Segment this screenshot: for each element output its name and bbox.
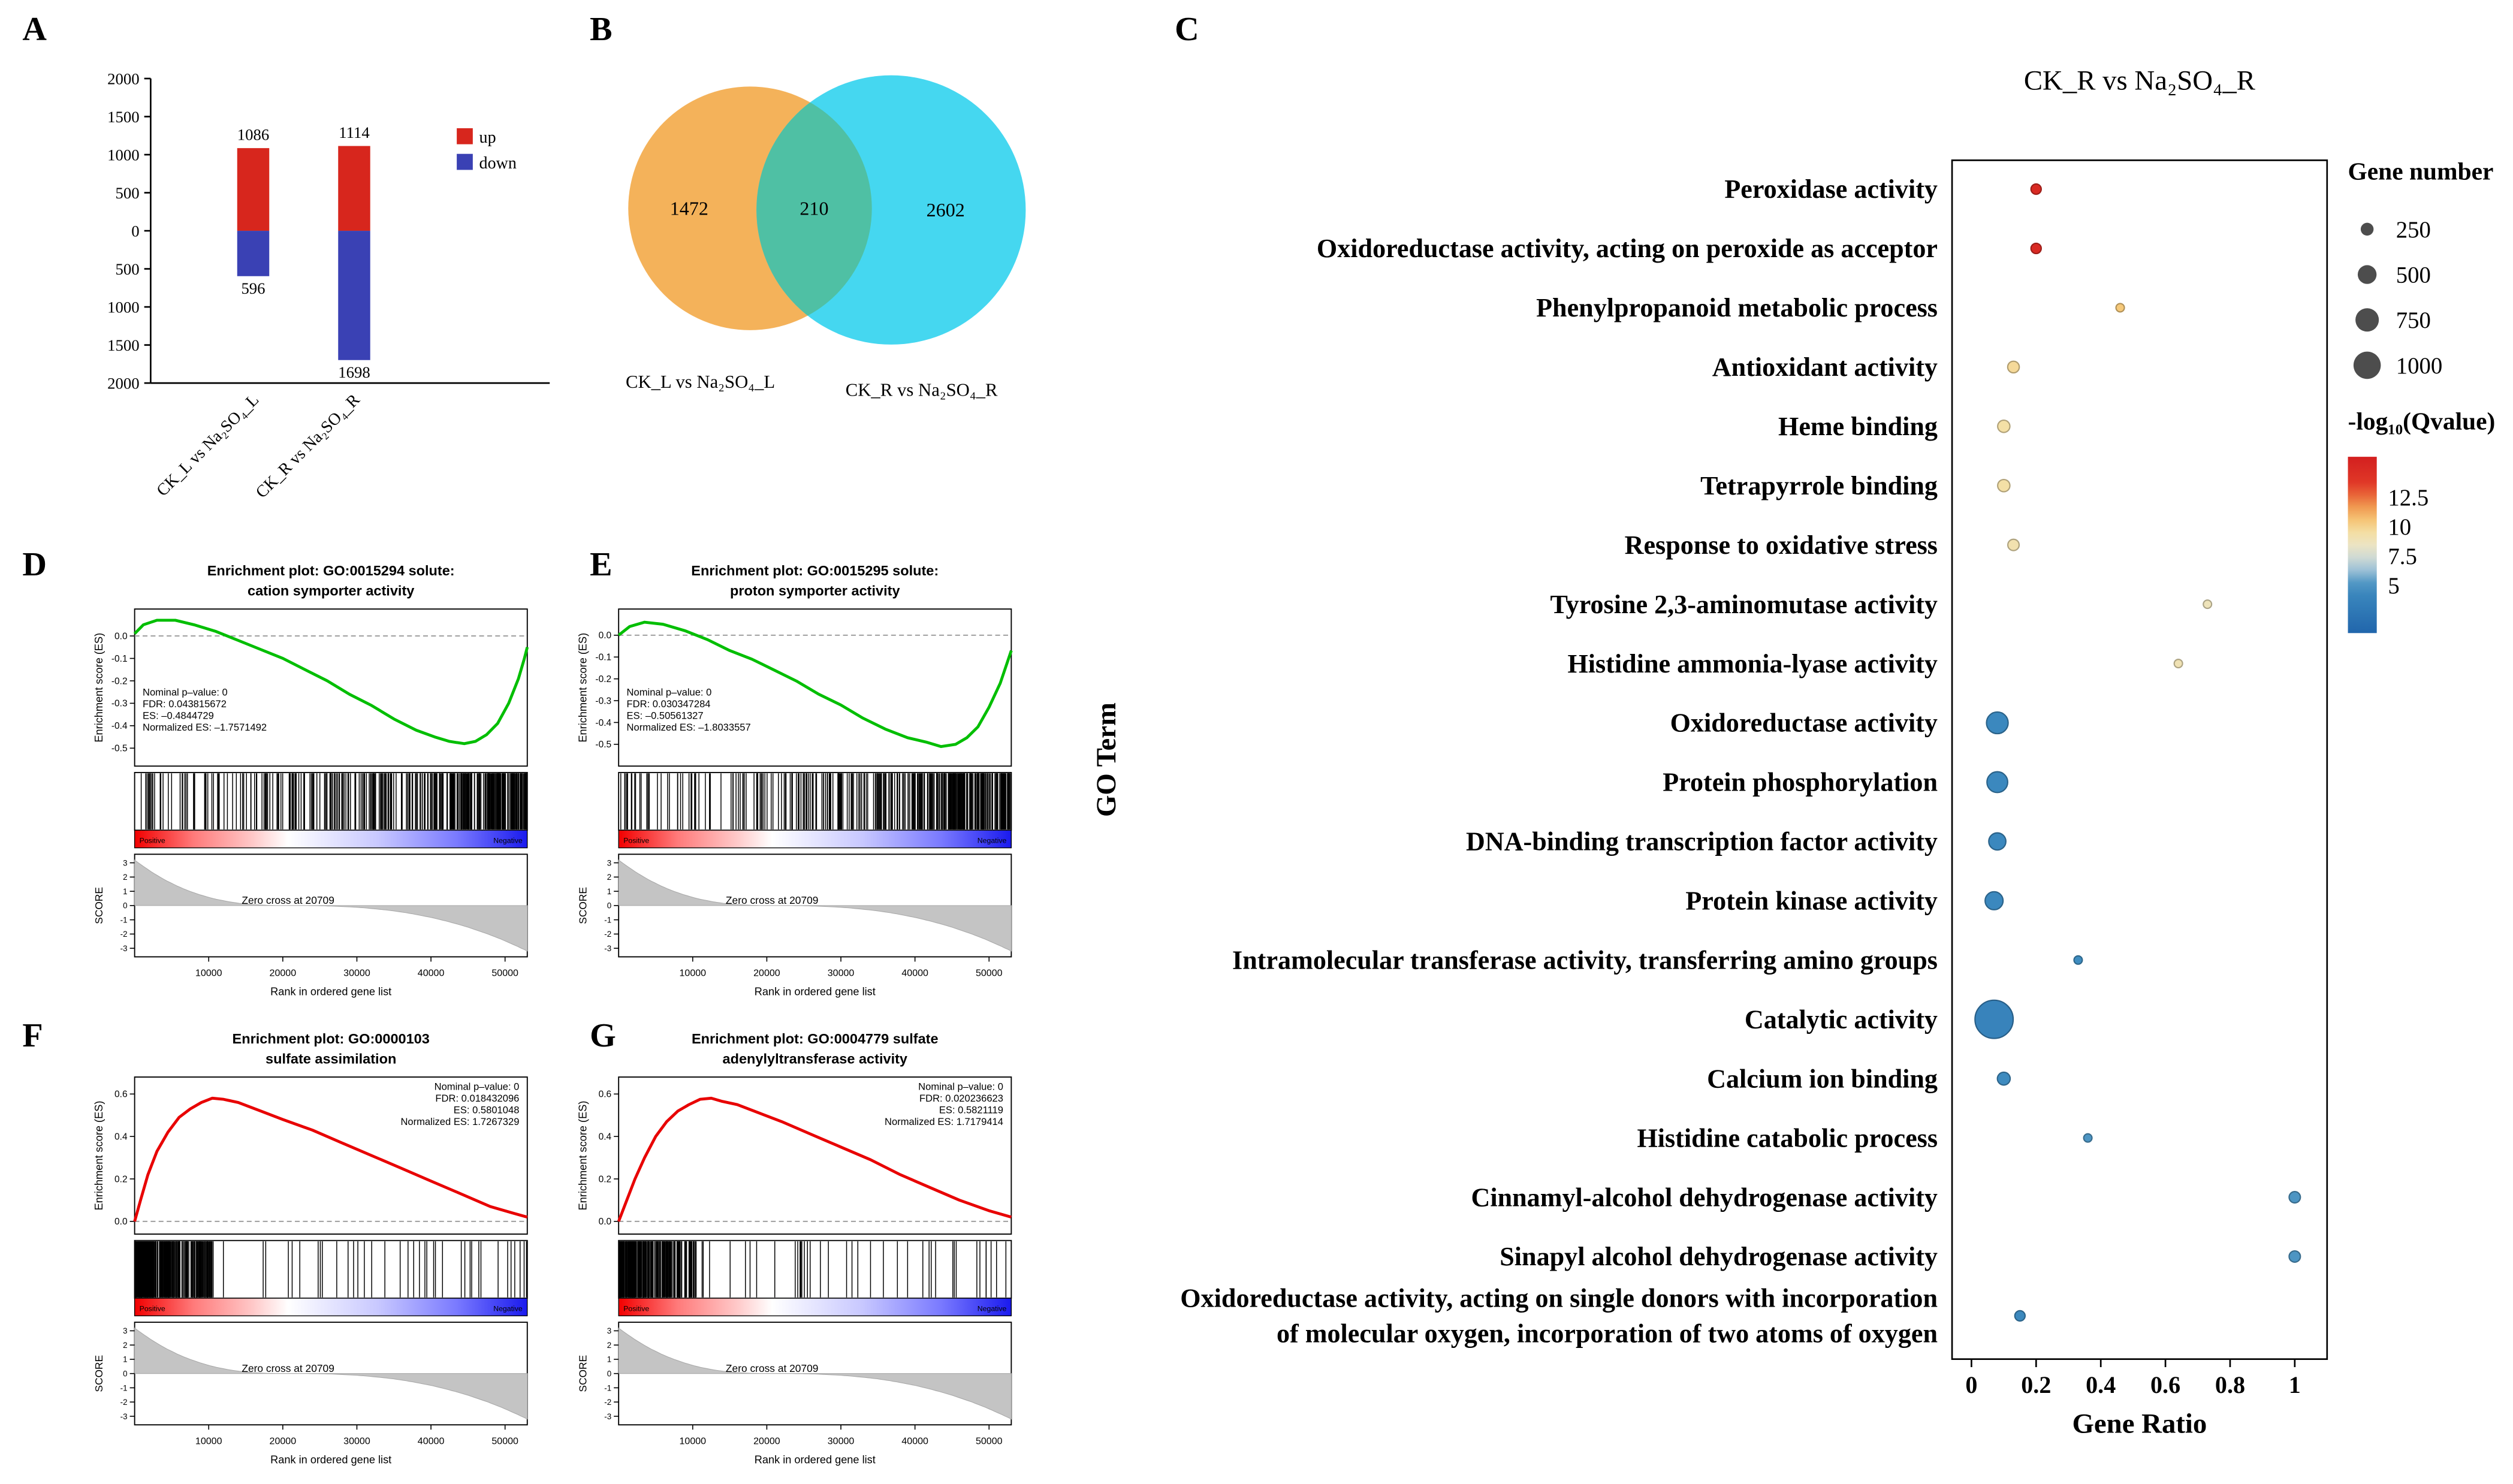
gsea-plot-cation-symporter xyxy=(45,558,542,1017)
x-tick-label: 0.6 xyxy=(2150,1371,2181,1398)
score-tick-label: 3 xyxy=(607,858,612,868)
panel-label-g: G xyxy=(590,1016,616,1055)
es-tick-label: -0.2 xyxy=(111,676,128,687)
band-negative-label: Negative xyxy=(493,836,523,845)
rank-tick-label: 20000 xyxy=(269,967,297,979)
bar-up-value: 1114 xyxy=(339,123,370,142)
panel-label-c: C xyxy=(1175,10,1199,49)
es-axis-title: Enrichment score (ES) xyxy=(577,1100,589,1211)
go-term-dot xyxy=(1998,1072,2010,1085)
go-term-label: of molecular oxygen, incorporation of two atoms of oxygen xyxy=(1276,1319,1938,1349)
es-tick-label: 0.0 xyxy=(598,631,612,641)
rank-color-band xyxy=(619,1298,1011,1316)
gsea-plot-sulfate-assimilation xyxy=(45,1025,542,1484)
go-term-dot xyxy=(1998,420,2010,432)
band-negative-label: Negative xyxy=(977,836,1007,845)
es-axis-title: Enrichment score (ES) xyxy=(93,632,105,743)
gsea-title-line: Enrichment plot: GO:0015294 solute: xyxy=(207,563,455,579)
rank-tick-label: 40000 xyxy=(417,1435,445,1447)
score-tick-label: -2 xyxy=(120,930,128,939)
es-axis-title: Enrichment score (ES) xyxy=(577,632,589,743)
es-tick-label: -0.2 xyxy=(595,674,612,684)
es-tick-label: 0.4 xyxy=(598,1132,612,1142)
y-tick-label: 0 xyxy=(131,222,140,240)
rank-tick-label: 10000 xyxy=(679,967,707,979)
zero-cross-label: Zero cross at 20709 xyxy=(725,1362,819,1375)
score-tick-label: 0 xyxy=(123,1369,128,1379)
colorbar xyxy=(2348,457,2377,633)
gsea-stat-line: Normalized ES: –1.8033557 xyxy=(626,722,751,734)
go-term-label: Peroxidase activity xyxy=(1724,174,1938,204)
es-axis-title: Enrichment score (ES) xyxy=(93,1100,105,1211)
go-term-dot xyxy=(2008,539,2019,551)
panel-label-d: D xyxy=(22,545,47,584)
dotplot-title: CK_R vs Na₂SO₄_R xyxy=(2023,65,2255,96)
gsea-stat-line: ES: 0.5821119 xyxy=(939,1104,1003,1116)
x-tick-label: 0 xyxy=(1965,1371,1978,1398)
rank-tick-label: 30000 xyxy=(827,1435,855,1447)
size-legend-value: 750 xyxy=(2396,307,2431,334)
deg-bar-svg xyxy=(13,22,566,551)
score-axis-title: SCORE xyxy=(577,886,589,924)
rank-tick-label: 10000 xyxy=(195,967,222,979)
go-term-label: Protein kinase activity xyxy=(1685,886,1938,916)
legend-swatch xyxy=(457,154,473,170)
score-tick-label: 3 xyxy=(123,858,128,868)
go-term-label: Calcium ion binding xyxy=(1707,1064,1938,1094)
rank-tick-label: 50000 xyxy=(491,967,518,979)
score-tick-label: -2 xyxy=(604,1398,612,1407)
go-term-label: Catalytic activity xyxy=(1744,1005,1938,1034)
score-axis-title: SCORE xyxy=(577,1355,589,1392)
x-tick-label: 0.8 xyxy=(2215,1371,2246,1398)
gsea-stat-line: Normalized ES: –1.7571492 xyxy=(142,722,267,734)
rank-tick-label: 50000 xyxy=(975,967,1003,979)
bar-down-value: 1698 xyxy=(338,363,370,382)
color-legend-title: -log₁₀(Qvalue) xyxy=(2348,407,2496,435)
venn-overlap-count: 210 xyxy=(800,197,829,219)
rank-tick-label: 40000 xyxy=(417,967,445,979)
bar-up-segment xyxy=(237,148,269,231)
bar-up-segment xyxy=(338,146,370,231)
rank-tick-label: 50000 xyxy=(975,1435,1003,1447)
size-legend-value: 1000 xyxy=(2396,352,2443,379)
y-tick-label: 1000 xyxy=(107,298,140,316)
score-tick-label: 2 xyxy=(123,873,128,882)
zero-cross-label: Zero cross at 20709 xyxy=(242,894,334,907)
y-axis-title: GO Term xyxy=(1091,702,1123,818)
go-term-label: Antioxidant activity xyxy=(1712,352,1938,382)
band-positive-label: Positive xyxy=(623,1304,650,1313)
rank-axis-title: Rank in ordered gene list xyxy=(270,1453,392,1466)
venn-left-count: 1472 xyxy=(669,197,708,219)
rank-tick-label: 20000 xyxy=(269,1435,297,1447)
go-term-dot xyxy=(2084,1134,2092,1142)
score-tick-label: -2 xyxy=(604,930,612,939)
gsea-stat-line: FDR: 0.043815672 xyxy=(142,698,227,710)
bar-category-label: CK_R vs Na₂SO₄_R xyxy=(252,390,364,502)
go-term-label: Intramolecular transferase activity, transferring amino groups xyxy=(1232,945,1938,975)
legend-label: down xyxy=(479,153,517,173)
go-term-label: Histidine ammonia-lyase activity xyxy=(1567,649,1938,678)
band-negative-label: Negative xyxy=(977,1304,1007,1313)
score-tick-label: 2 xyxy=(123,1340,128,1350)
rank-tick-label: 30000 xyxy=(343,1435,370,1447)
rank-tick-label: 10000 xyxy=(195,1435,222,1447)
go-enrichment-dotplot xyxy=(1090,48,2513,1442)
y-tick-label: 1500 xyxy=(107,336,140,354)
x-tick-label: 0.2 xyxy=(2021,1371,2052,1398)
legend-swatch xyxy=(457,128,473,144)
go-term-dot xyxy=(1987,772,2008,793)
rank-tick-label: 40000 xyxy=(901,1435,928,1447)
go-dotplot-svg xyxy=(1090,48,2513,1442)
go-term-label: Tyrosine 2,3-aminomutase activity xyxy=(1550,589,1938,619)
size-legend-dot xyxy=(2361,223,2373,236)
colorbar-tick-label: 12.5 xyxy=(2388,484,2429,511)
es-tick-label: 0.0 xyxy=(114,1217,128,1227)
score-tick-label: -3 xyxy=(120,1411,128,1421)
es-tick-label: 0.4 xyxy=(114,1132,128,1142)
score-tick-label: 1 xyxy=(123,1355,128,1364)
gsea-stat-line: Nominal p–value: 0 xyxy=(626,686,712,698)
gsea-title-line: Enrichment plot: GO:0000103 xyxy=(232,1030,430,1046)
es-tick-label: -0.4 xyxy=(595,717,612,728)
es-tick-label: 0.0 xyxy=(114,631,128,642)
rank-axis-title: Rank in ordered gene list xyxy=(270,985,392,998)
go-term-dot xyxy=(1985,892,2003,910)
score-tick-label: -3 xyxy=(604,1411,612,1421)
score-tick-label: 0 xyxy=(607,1369,612,1379)
x-axis-title: Gene Ratio xyxy=(2072,1408,2207,1440)
gsea-stat-line: Nominal p–value: 0 xyxy=(918,1081,1003,1093)
rank-axis-title: Rank in ordered gene list xyxy=(754,985,876,998)
y-tick-label: 1500 xyxy=(107,107,140,126)
zero-cross-label: Zero cross at 20709 xyxy=(242,1362,334,1375)
score-tick-label: -1 xyxy=(120,915,128,925)
gsea-title-line: proton symporter activity xyxy=(729,583,900,599)
go-term-dot xyxy=(1989,833,2006,850)
go-term-label: Heme binding xyxy=(1778,412,1938,442)
go-term-dot xyxy=(2031,243,2041,254)
score-tick-label: -3 xyxy=(120,943,128,953)
zero-cross-label: Zero cross at 20709 xyxy=(725,894,819,907)
es-tick-label: 0.2 xyxy=(114,1174,128,1185)
rank-tick-label: 50000 xyxy=(491,1435,518,1447)
go-term-label: Protein phosphorylation xyxy=(1663,767,1938,797)
gsea-stat-line: FDR: 0.030347284 xyxy=(626,698,711,710)
go-term-dot xyxy=(2074,956,2082,964)
gsea-title-line: Enrichment plot: GO:0015295 solute: xyxy=(691,563,939,579)
gsea-plot-proton-symporter xyxy=(529,558,1025,1017)
band-positive-label: Positive xyxy=(139,836,165,845)
panel-label-f: F xyxy=(22,1016,43,1055)
score-axis-title: SCORE xyxy=(93,1355,105,1392)
es-tick-label: 0.6 xyxy=(114,1089,128,1100)
size-legend-value: 500 xyxy=(2396,262,2431,288)
y-tick-label: 2000 xyxy=(107,70,140,88)
gsea-f-svg xyxy=(45,1025,542,1484)
size-legend-dot xyxy=(2354,352,2381,379)
score-tick-label: 1 xyxy=(123,886,128,896)
gsea-d-svg xyxy=(45,558,542,1017)
go-term-label: Oxidoreductase activity, acting on single donors with incorporation xyxy=(1180,1283,1938,1313)
score-tick-label: 0 xyxy=(607,901,612,910)
venn-left-label: CK_L vs Na₂SO₄_L xyxy=(625,372,776,393)
go-term-dot xyxy=(2289,1251,2300,1262)
legend-label: up xyxy=(479,128,496,147)
colorbar-tick-label: 10 xyxy=(2388,514,2412,540)
gsea-title-line: sulfate assimilation xyxy=(266,1051,397,1067)
y-tick-label: 500 xyxy=(115,183,140,202)
bar-up-value: 1086 xyxy=(237,125,270,144)
score-tick-label: -1 xyxy=(604,915,612,925)
gsea-stat-line: Nominal p–value: 0 xyxy=(434,1081,520,1093)
rank-tick-label: 10000 xyxy=(679,1435,707,1447)
score-tick-label: -3 xyxy=(604,943,612,953)
y-tick-label: 1000 xyxy=(107,146,140,164)
gsea-plot-sulfate-adenylyltransferase xyxy=(529,1025,1025,1484)
panel-label-b: B xyxy=(590,10,613,49)
score-tick-label: 2 xyxy=(607,873,612,882)
rank-tick-label: 30000 xyxy=(827,967,855,979)
gsea-stat-line: ES: 0.5801048 xyxy=(453,1104,520,1116)
colorbar-tick-label: 7.5 xyxy=(2388,543,2417,569)
size-legend-dot xyxy=(2358,265,2376,283)
go-term-label: Oxidoreductase activity, acting on peroxide as acceptor xyxy=(1316,234,1938,264)
colorbar-tick-label: 5 xyxy=(2388,572,2400,599)
rank-color-band xyxy=(619,830,1011,847)
gsea-stat-line: ES: –0.50561327 xyxy=(626,710,704,722)
y-tick-label: 2000 xyxy=(107,374,140,393)
go-term-label: Oxidoreductase activity xyxy=(1670,708,1938,738)
go-term-dot xyxy=(2203,600,2212,608)
es-tick-label: -0.5 xyxy=(595,740,612,750)
gsea-title-line: Enrichment plot: GO:0004779 sulfate xyxy=(691,1030,939,1046)
es-tick-label: -0.5 xyxy=(111,743,128,754)
es-tick-label: 0.6 xyxy=(598,1089,612,1100)
bar-down-segment xyxy=(237,231,269,276)
score-tick-label: -2 xyxy=(120,1398,128,1407)
es-tick-label: -0.1 xyxy=(111,653,128,664)
es-tick-label: -0.3 xyxy=(111,698,128,709)
panel-label-a: A xyxy=(22,10,47,49)
score-tick-label: 1 xyxy=(607,1355,612,1364)
go-term-dot xyxy=(1975,1000,2013,1039)
es-tick-label: -0.1 xyxy=(595,652,612,663)
gsea-title-line: adenylyltransferase activity xyxy=(722,1051,908,1067)
band-positive-label: Positive xyxy=(623,836,650,845)
size-legend-title: Gene number xyxy=(2348,157,2494,185)
gsea-stat-line: ES: –0.4844729 xyxy=(142,710,214,722)
bar-category-label: CK_L vs Na₂SO₄_L xyxy=(153,390,263,500)
go-term-dot xyxy=(2289,1192,2300,1203)
size-legend-value: 250 xyxy=(2396,216,2431,243)
venn-right-count: 2602 xyxy=(926,199,965,221)
go-term-dot xyxy=(1998,479,2010,491)
es-tick-label: 0.0 xyxy=(598,1217,612,1227)
go-term-label: Response to oxidative stress xyxy=(1624,530,1938,560)
go-term-dot xyxy=(2174,659,2183,668)
score-tick-label: 3 xyxy=(607,1326,612,1336)
y-tick-label: 500 xyxy=(115,260,140,278)
score-tick-label: 0 xyxy=(123,901,128,910)
go-term-dot xyxy=(2031,184,2041,194)
go-term-label: Cinnamyl-alcohol dehydrogenase activity xyxy=(1471,1183,1938,1212)
go-term-label: DNA-binding transcription factor activity xyxy=(1465,827,1938,856)
go-term-label: Sinapyl alcohol dehydrogenase activity xyxy=(1500,1242,1938,1272)
rank-color-band xyxy=(135,1298,527,1316)
score-tick-label: 2 xyxy=(607,1340,612,1350)
bar-down-segment xyxy=(338,231,370,360)
bar-down-value: 596 xyxy=(241,279,266,298)
size-legend-dot xyxy=(2355,308,2379,331)
es-tick-label: -0.3 xyxy=(595,696,612,707)
venn-diagram xyxy=(577,35,1058,436)
score-tick-label: 1 xyxy=(607,886,612,896)
rank-tick-label: 40000 xyxy=(901,967,928,979)
venn-svg xyxy=(577,35,1058,436)
go-term-label: Histidine catabolic process xyxy=(1637,1123,1938,1153)
score-axis-title: SCORE xyxy=(93,886,105,924)
band-positive-label: Positive xyxy=(139,1304,165,1313)
gsea-stat-line: FDR: 0.020236623 xyxy=(919,1092,1003,1104)
rank-axis-title: Rank in ordered gene list xyxy=(754,1453,876,1466)
gsea-g-svg xyxy=(529,1025,1025,1484)
rank-color-band xyxy=(135,830,527,847)
gsea-stat-line: Normalized ES: 1.7267329 xyxy=(400,1115,520,1127)
score-tick-label: -1 xyxy=(120,1383,128,1393)
gsea-stat-line: Normalized ES: 1.7179414 xyxy=(885,1115,1003,1127)
go-term-dot xyxy=(2116,303,2125,312)
es-tick-label: 0.2 xyxy=(598,1174,612,1185)
go-term-dot xyxy=(2015,1311,2025,1321)
go-term-dot xyxy=(2008,361,2019,373)
go-term-label: Phenylpropanoid metabolic process xyxy=(1536,293,1938,323)
gsea-stat-line: Nominal p–value: 0 xyxy=(142,686,228,698)
gsea-stat-line: FDR: 0.018432096 xyxy=(435,1092,520,1104)
x-tick-label: 1 xyxy=(2288,1371,2301,1398)
score-tick-label: -1 xyxy=(604,1383,612,1393)
go-term-label: Tetrapyrrole binding xyxy=(1700,470,1938,500)
score-tick-label: 3 xyxy=(123,1326,128,1336)
rank-tick-label: 30000 xyxy=(343,967,370,979)
rank-tick-label: 20000 xyxy=(753,1435,780,1447)
gsea-e-svg xyxy=(529,558,1025,1017)
band-negative-label: Negative xyxy=(493,1304,523,1313)
deg-stacked-bar-chart xyxy=(13,22,566,551)
rank-tick-label: 20000 xyxy=(753,967,780,979)
venn-right-label: CK_R vs Na₂SO₄_R xyxy=(845,379,998,400)
go-term-dot xyxy=(1986,712,2008,734)
gsea-title-line: cation symporter activity xyxy=(248,583,415,599)
panel-label-e: E xyxy=(590,545,613,584)
plot-frame xyxy=(1952,160,2327,1359)
x-tick-label: 0.4 xyxy=(2086,1371,2116,1398)
es-tick-label: -0.4 xyxy=(111,721,128,732)
